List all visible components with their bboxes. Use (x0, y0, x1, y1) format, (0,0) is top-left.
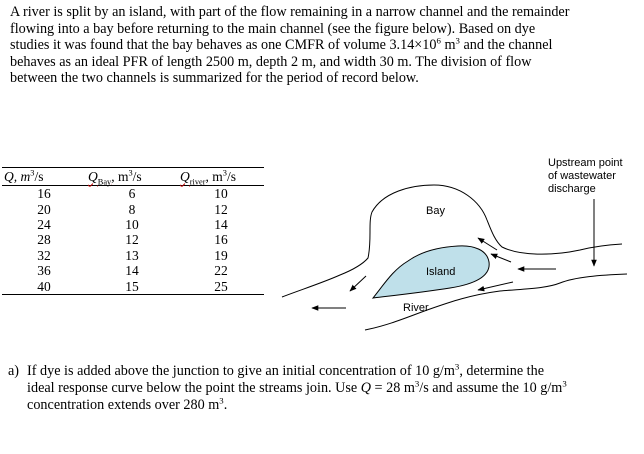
return-flow-arrow (350, 276, 366, 291)
upstream-label-line-2: of wastewater (548, 170, 616, 182)
cell-qbay: 8 (128, 201, 136, 217)
intro-text-1: A river is split by an island, with part of the flow remaining in a narrow channel and the remainder flowing into a bay before returning to the main channel (see the figure below). Based on dye studies it was found that the bay behaves as one CMFR of volume 3.14×10 (10, 4, 570, 53)
question-text-5: concentration extends over 280 m (27, 397, 220, 413)
header-qriver-q: Q (180, 168, 190, 184)
cell-qriver: 14 (214, 216, 228, 232)
question-text-6: . (223, 397, 228, 413)
header-qriver-tail2: /s (226, 168, 236, 184)
cell-qriver: 12 (214, 201, 228, 217)
cell-qbay: 6 (128, 186, 136, 202)
header-qbay-tail: , m (111, 168, 129, 184)
upstream-label-line-1: Upstream point (548, 157, 623, 169)
channel-flow-arrow (478, 282, 513, 290)
question-exp-4: 3 (219, 395, 224, 406)
question-exp-3: 3 (562, 378, 567, 389)
unit-exponent: 3 (455, 35, 460, 46)
volume-exponent: 6 (436, 35, 441, 46)
header-q-text: Q, m (4, 168, 31, 184)
header-q-tail: /s (34, 168, 44, 184)
question-exp-2: 3 (414, 378, 420, 389)
cell-qriver: 19 (214, 247, 228, 263)
question-exp-1: 3 (454, 361, 460, 372)
header-qbay-tail2: /s (132, 168, 142, 184)
intro-text-3: and the channel behaves as an ideal PFR of length 2500 m, depth 2 m, and width 30 m. The division of flow between the two channels is summarized for the period of record below. (10, 37, 553, 86)
cell-q: 36 (37, 263, 51, 279)
header-qbay-exp: 3 (128, 168, 133, 177)
cell-q: 20 (37, 201, 51, 217)
header-qriver-sub: river (189, 177, 206, 187)
question-q-variable: Q (360, 380, 371, 396)
question-text-3: = 28 m (371, 380, 415, 396)
cell-q: 40 (2, 278, 86, 294)
header-qbay-sub: Bay (97, 177, 112, 187)
cell-q: 32 (37, 247, 51, 263)
question-a (8, 363, 608, 414)
header-qriver-exp: 3 (222, 168, 227, 177)
cell-qriver: 16 (214, 232, 228, 248)
cell-qbay: 10 (125, 216, 139, 232)
bay-split-arrow (491, 254, 511, 262)
river-label: River (403, 302, 429, 314)
cell-qbay: 14 (125, 263, 139, 279)
bay-inflow-arrow (478, 238, 497, 250)
intro-text-2: m (440, 37, 456, 53)
cell-qriver: 10 (214, 186, 228, 202)
cell-qbay: 15 (86, 278, 178, 294)
question-text-4: /s and assume the 10 g/m (419, 380, 563, 396)
island-label: Island (426, 266, 456, 278)
cell-qriver: 25 (178, 278, 264, 294)
header-qriver-tail: , m (205, 168, 223, 184)
cell-q: 24 (37, 216, 51, 232)
cell-qbay: 12 (125, 232, 139, 248)
cell-qbay: 13 (125, 247, 139, 263)
question-text-2: , determine the ideal response curve below the point the streams join. Use (27, 363, 545, 396)
question-text-1: If dye is added above the junction to give an initial concentration of 10 g/m (27, 363, 455, 379)
question-label: a) (8, 363, 20, 379)
cell-qriver: 22 (214, 263, 228, 279)
cell-q: 16 (37, 186, 51, 202)
cell-q: 28 (37, 232, 51, 248)
header-q-exp: 3 (30, 168, 35, 177)
bay-label: Bay (426, 205, 445, 217)
question-text (27, 363, 572, 414)
upstream-label-line-3: discharge (548, 183, 596, 195)
header-qbay-q: Q (88, 168, 98, 184)
